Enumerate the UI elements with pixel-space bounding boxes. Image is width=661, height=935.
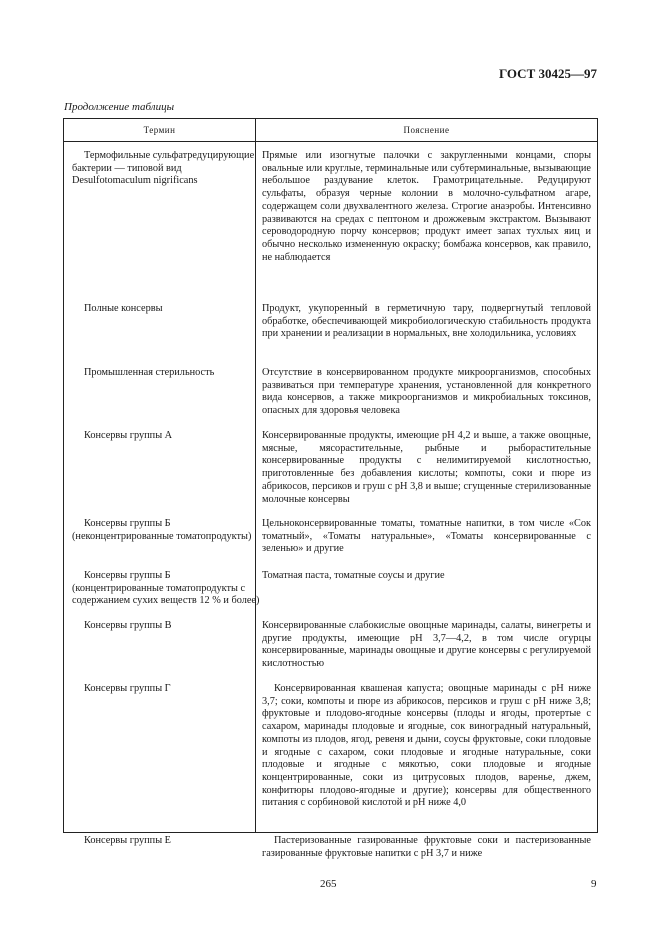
column-header-explanation: Пояснение <box>256 119 598 142</box>
term-group-b-concentrated: Консервы группы Б (концентрированные томатопродукты с содержанием сухих веществ 12 % и более) <box>72 570 260 607</box>
explanation-group-b-nonconcentrated: Цельноконсервированные томаты, томатные напитки, в том числе «Сок томатный», «Томаты натуральные», «Томаты консервированные с зеленью» и другие <box>262 518 591 555</box>
explanation-group-v: Консервированные слабокислые овощные маринады, салаты, винегреты и другие продукты, имеющие pH 3,7—4,2, в том числе огурцы консервированные, маринады овощные и другие консервы с регулируемой кислотностью <box>262 620 591 670</box>
term-industrial-sterility: Промышленная стерильность <box>84 367 215 378</box>
sheet-number: 9 <box>591 878 597 890</box>
explanation-group-g: Консервированная квашеная капуста; овощные маринады с pH ниже 3,7; соки, компоты и пюре из абрикосов, персиков и груш с pH ниже 3,8; фруктовые и плодово-ягодные консервы (плоды и ягоды, протертые с сахаром, маринады плодовые и ягодные, сок виноградный натуральный, компоты из плодов, ягод, ревеня и дыни, соусы фруктовые, соки плодовые и ягодные с сахаром, соки плодовые и ягодные натуральные, соки плодовые и ягодные с мякотью, соки плодовые и ягодные концентрированные, соки из цитрусовых плодов, варенье, джем, конфитюры плодово-ягодные и другие); консервы для общественного питания с сорбиновой кислотой и pH ниже 4,0 <box>262 683 591 809</box>
explanation-full-conserves: Продукт, укупоренный в герметичную тару, подвергнутый тепловой обработке, обеспечивающей микробиологическую стабильность продукта при хранении и реализации в нормальных, вне холодильника, условиях <box>262 303 591 340</box>
term-full-conserves: Полные консервы <box>84 303 163 314</box>
column-header-term: Термин <box>64 119 256 142</box>
term-thermophilic-bacteria: Термофильные сульфатредуцирующие бактерии — типовой вид Desulfotomaculum nigrificans <box>72 150 255 187</box>
term-group-a: Консервы группы А <box>84 430 173 441</box>
term-group-v: Консервы группы В <box>84 620 172 631</box>
table-header-row <box>64 119 598 142</box>
explanation-industrial-sterility: Отсутствие в консервированном продукте микроорганизмов, способных развиваться при температуре хранения, установленной для конкретного вида консервов, а также микроорганизмов и микробиальных токсинов, опасных для здоровья человека <box>262 367 591 417</box>
explanations-column <box>256 142 598 859</box>
terms-column <box>64 142 260 846</box>
explanation-group-e: Пастеризованные газированные фруктовые соки и пастеризованные газированные фруктовые напитки с pH 3,7 и ниже <box>262 835 591 859</box>
standard-designation: ГОСТ 30425—97 <box>498 66 597 81</box>
terms-table <box>63 118 598 859</box>
term-group-b-nonconcentrated: Консервы группы Б (неконцентрированные томатопродукты) <box>72 518 252 542</box>
table-body <box>64 142 598 833</box>
table-continuation-label: Продолжение таблицы <box>64 101 175 113</box>
explanation-thermophilic-bacteria: Прямые или изогнутые палочки с закругленными концами, споры овальные или круглые, терминальные или субтерминальные, вызывающие небольшое раздувание клеток. Грамотрицательные. Редуцируют сульфаты, образуя черные колонии в молочно-сульфатном агаре, содержащем соли двухвалентного железа. Строгие анаэробы. Интенсивно развиваются на средах с пептоном и дрожжевым экстрактом. Вызывают сероводородную порчу консервов; продукт имеет запах тухлых яиц и обычно несколько измененную окраску; бомбажа консервов, как правило, не наблюдается <box>262 150 591 263</box>
term-group-g: Консервы группы Г <box>84 683 171 694</box>
explanation-group-a: Консервированные продукты, имеющие pH 4,2 и выше, а также овощные, мясные, мясорастительные, рыбные и рыборастительные консервированные продукты с нелимитируемой кислотностью, приготовленные без добавления кислоты; компоты, соки и пюре из абрикосов, персиков и груш с pH 3,8 и выше; сгущенные стерилизованные молочные консервы <box>262 430 591 505</box>
term-group-e: Консервы группы Е <box>84 835 171 846</box>
page-number: 265 <box>320 878 337 890</box>
explanation-group-b-concentrated: Томатная паста, томатные соусы и другие <box>262 570 445 581</box>
